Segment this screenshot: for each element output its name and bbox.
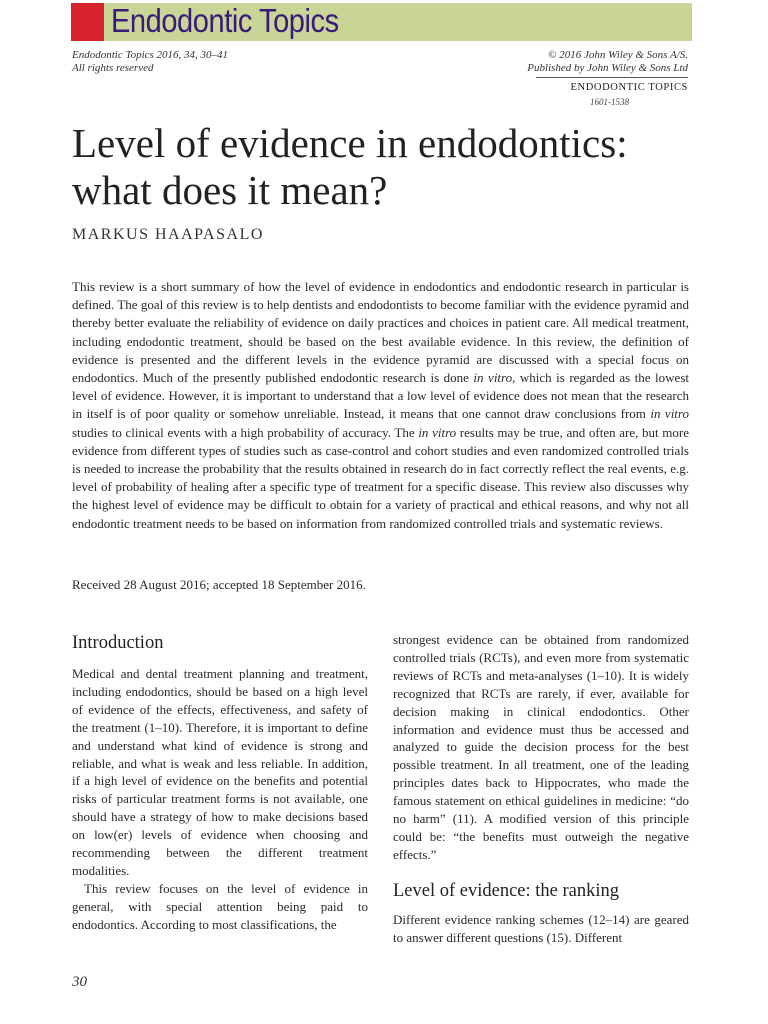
citation-line: Endodontic Topics 2016, 34, 30–41: [72, 49, 229, 61]
abstract-text: This review is a short summary of how the level of evidence in endodontics and endodontic research in particular is defined. The goal of this review is to help dentists and endodontists to become familiar with the evidence pyramid and thereby better evaluate the reliability of evidence on daily practices and choices in patient care. All medical treatment, including endodontic treatment, should be based on the best available evidence. In this review, the definition of evidence is presented and the different levels in the evidence pyramid are discussed with a special focus on endodontics. Much of the presently published endodontic research is done: [72, 279, 689, 386]
paragraph: This review focuses on the level of evidence in general, with special attention being paid to endodontics. According to most classifications, the: [72, 880, 368, 932]
abstract-text: results may be true, and often are, but more evidence from different types of studies such as case-control and cohort studies and even randomized controlled trials is needed to increase the probability that the results obtained in research do in fact correctly reflect the real events, e.g. level of probability of healing after a specific type of treatment for a specific disease. This review also discusses why the highest level of evidence may be difficult to obtain for a variety of practical and ethical reasons, and why not all endodontic treatment needs to be based on information from randomized controlled trials and systematic reviews.: [72, 424, 690, 531]
header-rule: [536, 77, 688, 78]
abstract-italic: in vitro: [418, 424, 457, 440]
left-column: [72, 632, 368, 934]
right-column: [393, 631, 689, 947]
journal-banner: [71, 3, 692, 41]
rights-line: All rights reserved: [72, 62, 154, 74]
banner-accent: [71, 3, 104, 41]
abstract-text: studies to clinical events with a high probability of accuracy. The: [72, 424, 419, 440]
copyright-block: [527, 49, 688, 75]
author-name: MARKUS HAAPASALO: [72, 226, 264, 243]
journal-banner-title: Endodontic Topics: [111, 2, 339, 39]
journal-label: ENDODONTIC TOPICS: [570, 82, 688, 93]
citation-block: [72, 49, 228, 75]
abstract-italic: in vitro: [650, 406, 689, 422]
abstract-text: , which is regarded as the lowest level of evidence. However, it is important to understand that a low level of evidence does not mean that the research in itself is of poor quality or somehow unreliable. Instead, it means that one cannot draw conclusions from: [72, 370, 689, 422]
abstract: [72, 278, 689, 533]
paragraph: Medical and dental treatment planning and treatment, including endodontics, should be based on a high level of evidence of the effects, effectiveness, and safety of the treatment (1–10). Therefore, it is important to define and understand what kind of evidence is strong and reliable, and what is weak and less reliable. In addition, if a high level of evidence on the benefits and potential risks of particular treatment forms is not available, one should have a strategy of how to make decisions based on low(er) levels of evidence when choosing and recommending between the different treatment modalities.: [72, 666, 368, 878]
article-title: Level of evidence in endodontics: what does it mean?: [72, 120, 628, 213]
issn: 1601-1538: [590, 97, 629, 107]
copyright-line: © 2016 John Wiley & Sons A/S.: [548, 49, 688, 61]
paragraph: Different evidence ranking schemes (12–14) are geared to answer different questions (15). Different: [393, 911, 689, 945]
abstract-italic: in vitro: [473, 370, 513, 386]
publisher-line: Published by John Wiley & Sons Ltd: [527, 62, 688, 74]
section-heading-ranking: Level of evidence: the ranking: [393, 880, 620, 901]
section-heading-introduction: Introduction: [72, 633, 164, 653]
page-number: 30: [72, 974, 87, 990]
paragraph: strongest evidence can be obtained from randomized controlled trials (RCTs), and even more from systematic reviews of RCTs and meta-analyses (1–10). It is widely recognized that RCTs are rarely, if ever, available for decision making in clinical endodontics. Other information and evidence must thus be accessed and analyzed to guide the decision process for the best possible treatment. In all treatment, one of the leading principles dates back to Hippocrates, who made the famous statement on ethical guidelines in medicine: “do no harm” (11). A modified version of this principle could be: “the benefits must outweigh the negative effects.”: [393, 632, 689, 862]
received-date: Received 28 August 2016; accepted 18 September 2016.: [72, 577, 366, 592]
